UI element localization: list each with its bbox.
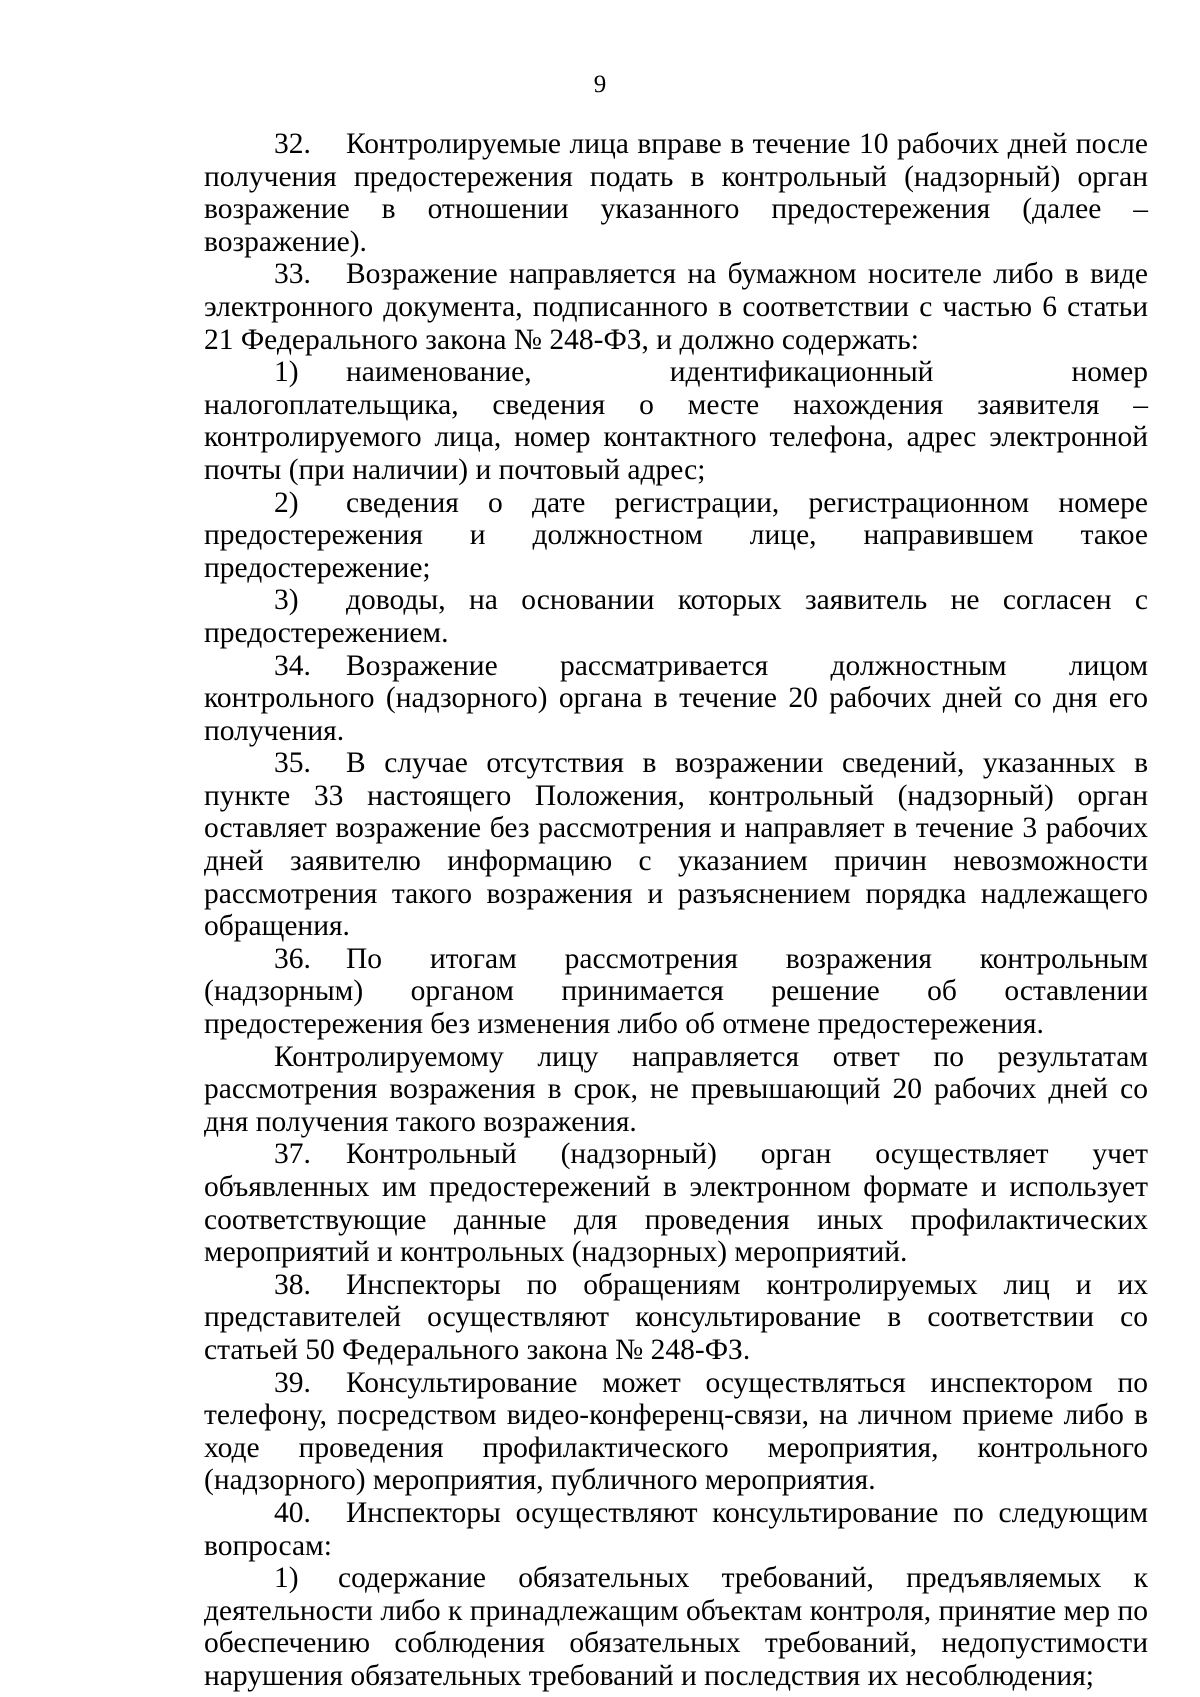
- list-item-40-1: [204, 1562, 1148, 1692]
- paragraph-number: 35.: [274, 747, 311, 780]
- paragraph-text: Возражение рассматривается должностным лицом контрольного (надзорного) органа в течение 20 рабочих дней со дня его получения.: [204, 649, 1148, 747]
- paragraph-number: 38.: [274, 1268, 311, 1301]
- paragraph-text: В случае отсутствия в возражении сведений, указанных в пункте 33 настоящего Положения, контрольный (надзорный) орган оставляет возражение без рассмотрения и направляет в течение 3 рабочих дней заявителю информацию с указанием причин невозможности рассмотрения такого возражения и разъяснением порядка надлежащего обращения.: [204, 747, 1148, 943]
- paragraph-35: [204, 747, 1148, 943]
- paragraph-text: По итогам рассмотрения возражения контрольным (надзорным) органом принимается решение об оставлении предостережения без изменения либо об отмене предостережения.: [204, 942, 1148, 1041]
- paragraph-number: 36.: [274, 942, 311, 975]
- paragraph-38: [204, 1269, 1148, 1367]
- paragraph-40: [204, 1497, 1148, 1562]
- paragraph-text: Контрольный (надзорный) орган осуществляет учет объявленных им предостережений в электронном формате и использует соответствующие данные для проведения иных профилактических мероприятий и контрольных (надзорных) мероприятий.: [204, 1138, 1148, 1269]
- list-item-text: содержание обязательных требований, предъявляемых к деятельности либо к принадлежащим объектам контроля, принятие мер по обеспечению соблюдения обязательных требований, недопустимости нарушения обязательных требований и последствия их несоблюдения;: [204, 1562, 1148, 1692]
- list-item-text: доводы, на основании которых заявитель не согласен с предостережением.: [204, 584, 1148, 649]
- paragraph-33: [204, 258, 1148, 356]
- paragraph-32: [204, 128, 1148, 258]
- paragraph-36-continuation: [204, 1041, 1148, 1139]
- paragraph-text: Инспекторы по обращениям контролируемых лиц и их представителей осуществляют консультирование в соответствии со статьей 50 Федерального закона № 248-ФЗ.: [204, 1268, 1148, 1366]
- paragraph-34: [204, 650, 1148, 748]
- paragraph-text: Контролируемые лица вправе в течение 10 рабочих дней после получения предостережения подать в контрольный (надзорный) орган возражение в отношении указанного предостережения (далее – возражение).: [204, 128, 1148, 258]
- paragraph-37: [204, 1138, 1148, 1268]
- paragraph-number: 37.: [274, 1138, 311, 1171]
- list-item-text: сведения о дате регистрации, регистрационном номере предостережения и должностном лице, направившем такое предостережение;: [204, 486, 1148, 584]
- paragraph-number: 34.: [274, 649, 311, 682]
- paragraph-36: [204, 943, 1148, 1041]
- list-item-number: 1): [274, 356, 299, 389]
- paragraph-39: [204, 1367, 1148, 1497]
- paragraph-number: 40.: [274, 1496, 311, 1529]
- list-item-text: наименование, идентификационный номер налогоплательщика, сведения о месте нахождения заявителя – контролируемого лица, номер контактного телефона, адрес электронной почты (при наличии) и почтовый адрес;: [204, 356, 1148, 486]
- list-item-number: 3): [274, 584, 299, 617]
- paragraph-number: 33.: [274, 258, 311, 291]
- list-item-33-2: [204, 487, 1148, 585]
- paragraph-number: 32.: [274, 128, 311, 160]
- paragraph-text: Инспекторы осуществляют консультирование по следующим вопросам:: [204, 1496, 1148, 1562]
- paragraph-text: Контролируемому лицу направляется ответ по результатам рассмотрения возражения в срок, не превышающий 20 рабочих дней со дня получения такого возражения.: [204, 1040, 1148, 1138]
- list-item-number: 2): [274, 486, 299, 519]
- page-number: 9: [593, 71, 607, 98]
- list-item-33-1: [204, 356, 1148, 486]
- list-item-number: 1): [274, 1562, 299, 1595]
- list-item-33-3: [204, 584, 1148, 649]
- paragraph-text: Возражение направляется на бумажном носителе либо в виде электронного документа, подписанного в соответствии с частью 6 статьи 21 Федерального закона № 248-ФЗ, и должно содержать:: [204, 258, 1148, 356]
- document-body: [204, 128, 1148, 1693]
- paragraph-text: Консультирование может осуществляться инспектором по телефону, посредством видео-конференц-связи, на личном приеме либо в ходе проведения профилактического мероприятия, контрольного (надзорного) мероприятия, публичного мероприятия.: [204, 1366, 1148, 1497]
- paragraph-number: 39.: [274, 1366, 311, 1399]
